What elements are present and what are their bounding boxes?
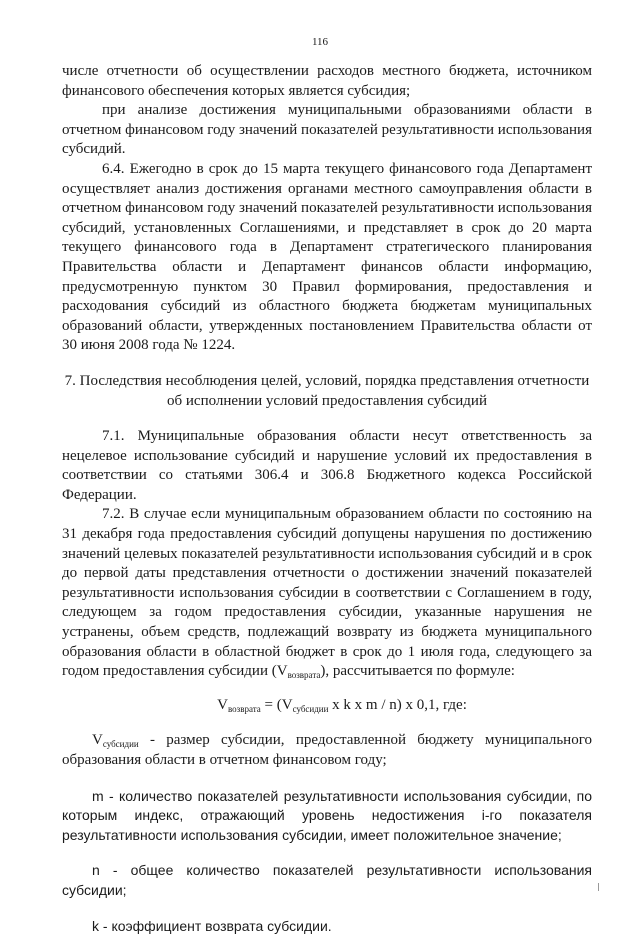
definition-v-subsidy	[62, 731, 592, 770]
paragraph-analysis: при анализе достижения муниципальными образованиями области в отчетном финансовом году значений показателей результативности использования субсидий.	[62, 102, 592, 158]
definition-m: m - количество показателей результативности использования субсидии, по которым индекс, отражающий уровень недостижения i-го показателя результативности использования субсидии, имеет положительное значение;	[62, 787, 592, 843]
paragraph-7-2-tail: ), рассчитывается по формуле:	[320, 663, 515, 680]
paragraph-7-1: 7.1. Муниципальные образования области несут ответственность за нецелевое использование субсидий и нарушение условий их предоставления в соответствии со статьями 306.4 и 306.8 Бюджетного кодекса Российской Федерации.	[62, 428, 592, 503]
formula-tail: x k x m / n) x 0,1, где:	[328, 696, 467, 713]
paragraph-reporting: числе отчетности об осуществлении расходов местного бюджета, источником финансового обеспечения которых является субсидия;	[62, 63, 592, 99]
paragraph-7-2-text: 7.2. В случае если муниципальным образованием области по состоянию на 31 декабря года предоставления субсидий допущены нарушения по достижению значений целевых показателей результативности использования субсидий и в срок до первой даты представления отчетности о достижении значений показателей результативности использования субсидии в соответствии с Соглашением в году, следующем за годом предоставления субсидии, указанные нарушения не устранены, объем средств, подлежащий возврату из бюджета муниципального образования области в областной бюджет в срок до 1 июля года, следующего за годом предоставления субсидии (V	[62, 506, 592, 680]
paragraph-7-2	[62, 505, 592, 681]
formula-middle: = (V	[260, 696, 293, 713]
page-number: 116	[311, 36, 329, 48]
definition-v-subscript: субсидии	[102, 739, 139, 750]
definition-n: n - общее количество показателей результативности использования субсидии;	[62, 862, 592, 898]
definition-k: k - коэффициент возврата субсидии.	[92, 917, 332, 934]
formula-v-subscript: возврата	[227, 703, 261, 714]
document-body	[62, 62, 592, 952]
definition-v-symbol: V	[92, 732, 103, 749]
section-heading-7: 7. Последствия несоблюдения целей, условий, порядка представления отчетности об исполнении условий предоставления субсидий	[64, 372, 590, 409]
scan-mark	[598, 883, 599, 891]
paragraph-6-4: 6.4. Ежегодно в срок до 15 марта текущего финансового года Департамент осуществляет анализ достижения органами местного самоуправления области в отчетном финансовом году значений показателей результативности использования субсидий, установленных Соглашениями, и представляет в срок до 20 марта текущего финансового года в Департамент стратегического планирования Правительства области и Департамент финансов области информацию, предусмотренную пунктом 30 Правил формирования, предоставления и расходования субсидий из областного бюджета бюджетам муниципальных образований области, утвержденных постановлением Правительства области от 30 июня 2008 года № 1224.	[62, 160, 592, 354]
formula-subsidy-subscript: субсидии	[292, 703, 329, 714]
paragraph-7-2-subscript: возврата	[287, 670, 321, 681]
definition-v-text: - размер субсидии, предоставленной бюджету муниципального образования области в отчетном финансовом году;	[62, 732, 592, 768]
refund-formula	[62, 696, 592, 716]
formula-v: V	[217, 696, 228, 713]
